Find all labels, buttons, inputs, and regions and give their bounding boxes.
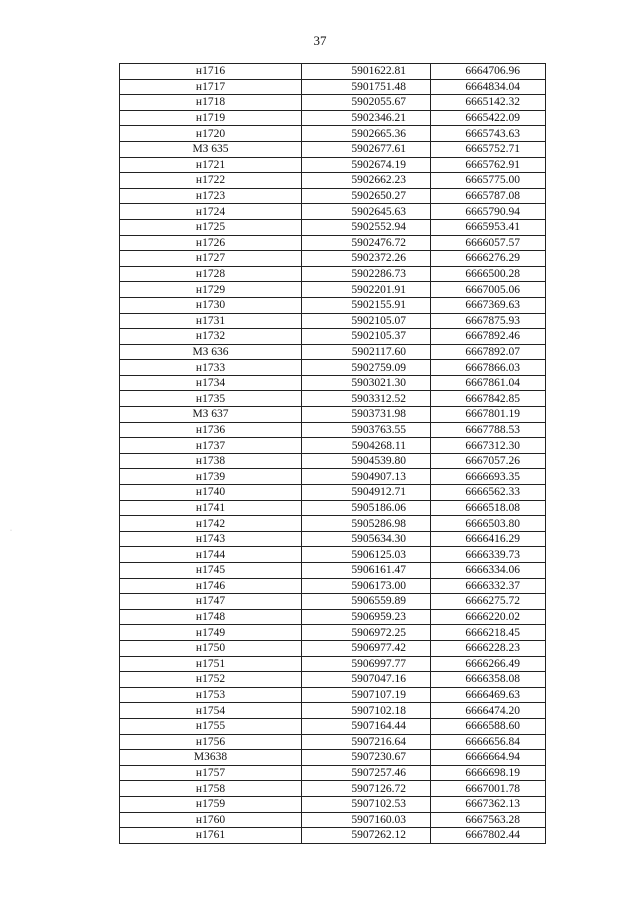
point-id-cell: н1760 [120, 812, 302, 828]
y-coordinate-cell: 6666656.84 [431, 734, 546, 750]
table-row [120, 313, 546, 329]
coordinates-table [119, 63, 546, 844]
y-coordinate-cell: 6666339.73 [431, 547, 546, 563]
x-coordinate-cell: 5902346.21 [302, 110, 431, 126]
x-coordinate-cell: 5902105.37 [302, 329, 431, 345]
x-coordinate-cell: 5902645.63 [302, 204, 431, 220]
y-coordinate-cell: 6665743.63 [431, 126, 546, 142]
table-row [120, 469, 546, 485]
table-row [120, 251, 546, 267]
table-row [120, 750, 546, 766]
y-coordinate-cell: 6665142.32 [431, 95, 546, 111]
y-coordinate-cell: 6666503.80 [431, 516, 546, 532]
table-row [120, 126, 546, 142]
table-row [120, 500, 546, 516]
table-row [120, 625, 546, 641]
x-coordinate-cell: 5907160.03 [302, 812, 431, 828]
point-id-cell: н1728 [120, 266, 302, 282]
y-coordinate-cell: 6667875.93 [431, 313, 546, 329]
y-coordinate-cell: 6664706.96 [431, 64, 546, 80]
table-row [120, 547, 546, 563]
y-coordinate-cell: 6666698.19 [431, 765, 546, 781]
x-coordinate-cell: 5902674.19 [302, 157, 431, 173]
x-coordinate-cell: 5902055.67 [302, 95, 431, 111]
y-coordinate-cell: 6666416.29 [431, 531, 546, 547]
x-coordinate-cell: 5902759.09 [302, 360, 431, 376]
y-coordinate-cell: 6666358.08 [431, 672, 546, 688]
point-id-cell: н1744 [120, 547, 302, 563]
point-id-cell: н1731 [120, 313, 302, 329]
y-coordinate-cell: 6666588.60 [431, 718, 546, 734]
x-coordinate-cell: 5907047.16 [302, 672, 431, 688]
y-coordinate-cell: 6667001.78 [431, 781, 546, 797]
y-coordinate-cell: 6666664.94 [431, 750, 546, 766]
table-row [120, 329, 546, 345]
point-id-cell: МЗ 636 [120, 344, 302, 360]
point-id-cell: н1746 [120, 578, 302, 594]
x-coordinate-cell: 5907230.67 [302, 750, 431, 766]
x-coordinate-cell: 5902117.60 [302, 344, 431, 360]
point-id-cell: н1721 [120, 157, 302, 173]
point-id-cell: н1742 [120, 516, 302, 532]
point-id-cell: н1740 [120, 485, 302, 501]
table-row [120, 173, 546, 189]
point-id-cell: МЗ638 [120, 750, 302, 766]
y-coordinate-cell: 6667369.63 [431, 297, 546, 313]
point-id-cell: н1736 [120, 422, 302, 438]
x-coordinate-cell: 5903021.30 [302, 375, 431, 391]
table-row [120, 594, 546, 610]
table-row [120, 188, 546, 204]
point-id-cell: н1747 [120, 594, 302, 610]
x-coordinate-cell: 5902650.27 [302, 188, 431, 204]
x-coordinate-cell: 5902476.72 [302, 235, 431, 251]
y-coordinate-cell: 6666228.23 [431, 640, 546, 656]
y-coordinate-cell: 6666474.20 [431, 703, 546, 719]
point-id-cell: н1758 [120, 781, 302, 797]
table-row [120, 796, 546, 812]
y-coordinate-cell: 6666693.35 [431, 469, 546, 485]
x-coordinate-cell: 5901622.81 [302, 64, 431, 80]
point-id-cell: н1733 [120, 360, 302, 376]
table-row [120, 219, 546, 235]
table-row [120, 79, 546, 95]
point-id-cell: н1757 [120, 765, 302, 781]
x-coordinate-cell: 5906173.00 [302, 578, 431, 594]
table-row [120, 672, 546, 688]
table-row [120, 235, 546, 251]
y-coordinate-cell: 6666469.63 [431, 687, 546, 703]
table-row [120, 266, 546, 282]
table-row [120, 640, 546, 656]
point-id-cell: н1720 [120, 126, 302, 142]
x-coordinate-cell: 5906125.03 [302, 547, 431, 563]
table-row [120, 422, 546, 438]
y-coordinate-cell: 6667866.03 [431, 360, 546, 376]
x-coordinate-cell: 5902286.73 [302, 266, 431, 282]
y-coordinate-cell: 6666276.29 [431, 251, 546, 267]
table-row [120, 563, 546, 579]
table-row [120, 95, 546, 111]
table-row [120, 344, 546, 360]
y-coordinate-cell: 6665790.94 [431, 204, 546, 220]
y-coordinate-cell: 6666562.33 [431, 485, 546, 501]
page-number: 37 [313, 33, 327, 48]
point-id-cell: н1752 [120, 672, 302, 688]
point-id-cell: н1739 [120, 469, 302, 485]
table-row [120, 391, 546, 407]
x-coordinate-cell: 5905634.30 [302, 531, 431, 547]
y-coordinate-cell: 6664834.04 [431, 79, 546, 95]
x-coordinate-cell: 5907257.46 [302, 765, 431, 781]
point-id-cell: н1748 [120, 609, 302, 625]
x-coordinate-cell: 5906959.23 [302, 609, 431, 625]
y-coordinate-cell: 6665775.00 [431, 173, 546, 189]
y-coordinate-cell: 6666220.02 [431, 609, 546, 625]
point-id-cell: н1751 [120, 656, 302, 672]
point-id-cell: н1716 [120, 64, 302, 80]
x-coordinate-cell: 5901751.48 [302, 79, 431, 95]
point-id-cell: н1723 [120, 188, 302, 204]
y-coordinate-cell: 6666266.49 [431, 656, 546, 672]
table-row [120, 64, 546, 80]
point-id-cell: н1732 [120, 329, 302, 345]
table-row [120, 438, 546, 454]
table-row [120, 531, 546, 547]
margin-mark: · [10, 528, 12, 534]
y-coordinate-cell: 6666500.28 [431, 266, 546, 282]
y-coordinate-cell: 6665953.41 [431, 219, 546, 235]
x-coordinate-cell: 5902677.61 [302, 141, 431, 157]
point-id-cell: н1727 [120, 251, 302, 267]
y-coordinate-cell: 6666275.72 [431, 594, 546, 610]
x-coordinate-cell: 5902552.94 [302, 219, 431, 235]
y-coordinate-cell: 6666518.08 [431, 500, 546, 516]
y-coordinate-cell: 6667788.53 [431, 422, 546, 438]
point-id-cell: н1754 [120, 703, 302, 719]
x-coordinate-cell: 5907102.18 [302, 703, 431, 719]
x-coordinate-cell: 5907102.53 [302, 796, 431, 812]
x-coordinate-cell: 5904268.11 [302, 438, 431, 454]
y-coordinate-cell: 6665762.91 [431, 157, 546, 173]
table-row [120, 812, 546, 828]
x-coordinate-cell: 5907262.12 [302, 828, 431, 844]
point-id-cell: н1761 [120, 828, 302, 844]
x-coordinate-cell: 5906559.89 [302, 594, 431, 610]
y-coordinate-cell: 6667057.26 [431, 453, 546, 469]
x-coordinate-cell: 5905286.98 [302, 516, 431, 532]
point-id-cell: н1734 [120, 375, 302, 391]
x-coordinate-cell: 5904912.71 [302, 485, 431, 501]
point-id-cell: н1719 [120, 110, 302, 126]
y-coordinate-cell: 6667802.44 [431, 828, 546, 844]
point-id-cell: МЗ 637 [120, 407, 302, 423]
table-row [120, 110, 546, 126]
point-id-cell: н1738 [120, 453, 302, 469]
table-row [120, 765, 546, 781]
y-coordinate-cell: 6667005.06 [431, 282, 546, 298]
x-coordinate-cell: 5903763.55 [302, 422, 431, 438]
table-row [120, 718, 546, 734]
x-coordinate-cell: 5904907.13 [302, 469, 431, 485]
point-id-cell: н1743 [120, 531, 302, 547]
table-row [120, 485, 546, 501]
table-row [120, 828, 546, 844]
x-coordinate-cell: 5902105.07 [302, 313, 431, 329]
x-coordinate-cell: 5907126.72 [302, 781, 431, 797]
x-coordinate-cell: 5903312.52 [302, 391, 431, 407]
x-coordinate-cell: 5903731.98 [302, 407, 431, 423]
point-id-cell: н1745 [120, 563, 302, 579]
point-id-cell: н1741 [120, 500, 302, 516]
point-id-cell: н1737 [120, 438, 302, 454]
y-coordinate-cell: 6666334.06 [431, 563, 546, 579]
table-row [120, 734, 546, 750]
table-row [120, 297, 546, 313]
table-row [120, 453, 546, 469]
point-id-cell: н1718 [120, 95, 302, 111]
point-id-cell: н1726 [120, 235, 302, 251]
table-row [120, 656, 546, 672]
point-id-cell: н1717 [120, 79, 302, 95]
x-coordinate-cell: 5904539.80 [302, 453, 431, 469]
table-row [120, 141, 546, 157]
y-coordinate-cell: 6666332.37 [431, 578, 546, 594]
table-row [120, 781, 546, 797]
y-coordinate-cell: 6667892.46 [431, 329, 546, 345]
point-id-cell: н1749 [120, 625, 302, 641]
x-coordinate-cell: 5907164.44 [302, 718, 431, 734]
y-coordinate-cell: 6667563.28 [431, 812, 546, 828]
x-coordinate-cell: 5906997.77 [302, 656, 431, 672]
point-id-cell: н1724 [120, 204, 302, 220]
point-id-cell: н1753 [120, 687, 302, 703]
table-row [120, 578, 546, 594]
table-row [120, 282, 546, 298]
point-id-cell: н1735 [120, 391, 302, 407]
table-row [120, 687, 546, 703]
point-id-cell: н1755 [120, 718, 302, 734]
point-id-cell: н1756 [120, 734, 302, 750]
x-coordinate-cell: 5902662.23 [302, 173, 431, 189]
point-id-cell: н1725 [120, 219, 302, 235]
y-coordinate-cell: 6667801.19 [431, 407, 546, 423]
table-row [120, 516, 546, 532]
y-coordinate-cell: 6667861.04 [431, 375, 546, 391]
x-coordinate-cell: 5907107.19 [302, 687, 431, 703]
x-coordinate-cell: 5905186.06 [302, 500, 431, 516]
y-coordinate-cell: 6666218.45 [431, 625, 546, 641]
point-id-cell: н1722 [120, 173, 302, 189]
table-row [120, 407, 546, 423]
y-coordinate-cell: 6665752.71 [431, 141, 546, 157]
point-id-cell: н1750 [120, 640, 302, 656]
y-coordinate-cell: 6667362.13 [431, 796, 546, 812]
x-coordinate-cell: 5902155.91 [302, 297, 431, 313]
y-coordinate-cell: 6667842.85 [431, 391, 546, 407]
table-row [120, 360, 546, 376]
point-id-cell: МЗ 635 [120, 141, 302, 157]
point-id-cell: н1729 [120, 282, 302, 298]
table-row [120, 204, 546, 220]
x-coordinate-cell: 5906161.47 [302, 563, 431, 579]
point-id-cell: н1730 [120, 297, 302, 313]
x-coordinate-cell: 5906977.42 [302, 640, 431, 656]
x-coordinate-cell: 5907216.64 [302, 734, 431, 750]
x-coordinate-cell: 5902201.91 [302, 282, 431, 298]
coordinates-table-body [120, 64, 546, 844]
table-row [120, 703, 546, 719]
table-row [120, 375, 546, 391]
x-coordinate-cell: 5906972.25 [302, 625, 431, 641]
x-coordinate-cell: 5902665.36 [302, 126, 431, 142]
y-coordinate-cell: 6666057.57 [431, 235, 546, 251]
table-row [120, 609, 546, 625]
y-coordinate-cell: 6667312.30 [431, 438, 546, 454]
y-coordinate-cell: 6665422.09 [431, 110, 546, 126]
x-coordinate-cell: 5902372.26 [302, 251, 431, 267]
y-coordinate-cell: 6667892.07 [431, 344, 546, 360]
point-id-cell: н1759 [120, 796, 302, 812]
table-row [120, 157, 546, 173]
y-coordinate-cell: 6665787.08 [431, 188, 546, 204]
